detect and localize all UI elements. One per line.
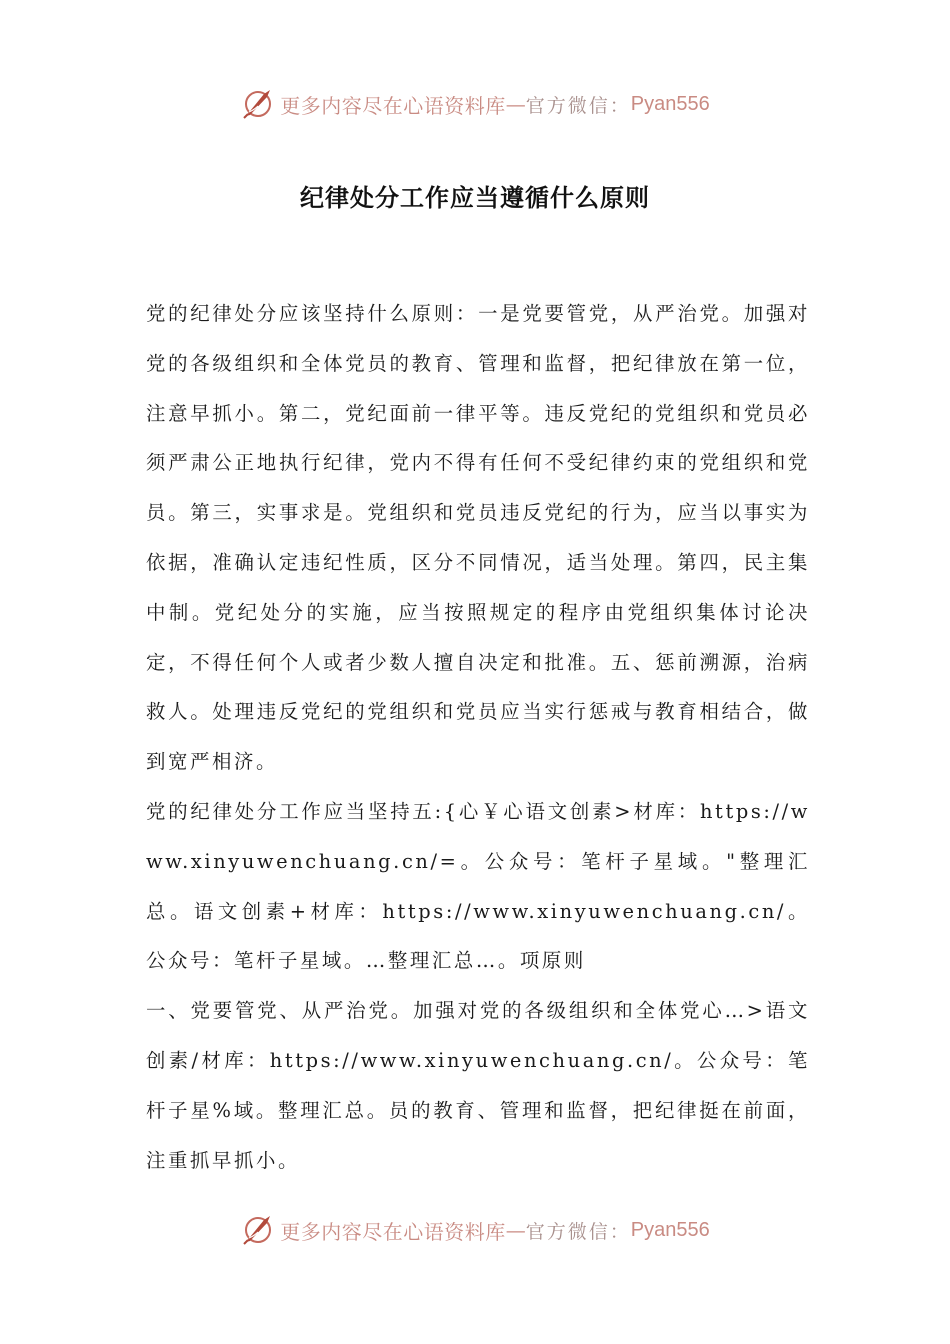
document-body bbox=[146, 289, 810, 1185]
banner-slogan: 更多内容尽在心语资料库 bbox=[280, 1219, 506, 1244]
banner-separator: — bbox=[505, 1218, 526, 1242]
paragraph-five-principles: 党的纪律处分工作应当坚持五:{心￥心语文创素>材库：https://www.xinyuwenchuang.cn/=。公众号：笔杆子星域。"整理汇总。语文创素+材库：https://www.xinyuwenchuang.cn/。公众号：笔杆子星域。…整理汇总…。项原则 bbox=[146, 799, 810, 973]
paragraph-first-principle: 一、党要管党、从严治党。加强对党的各级组织和全体党心…>语文创素/材库：https://www.xinyuwenchuang.cn/。公众号：笔杆子星%域。整理汇总。员的教育、管理和监督，把纪律挺在前面，注重抓早抓小。 bbox=[146, 999, 810, 1172]
banner-wechat-id: Pyan556 bbox=[630, 1218, 710, 1241]
paragraph-principles: 党的纪律处分应该坚持什么原则：一是党要管党，从严治党。加强对党的各级组织和全体党员的教育、管理和监督，把纪律放在第一位，注意早抓小。第二，党纪面前一律平等。违反党纪的党组织和党员必须严肃公正地执行纪律，党内不得有任何不受纪律约束的党组织和党员。第三，实事求是。党组织和党员违反党纪的行为，应当以事实为依据，准确认定违纪性质，区分不同情况，适当处理。第四，民主集中制。党纪处分的实施，应当按照规定的程序由党组织集体讨论决定，不得任何个人或者少数人擅自决定和批准。五、惩前溯源，治病救人。处理违反党纪的党组织和党员应当实行惩戒与教育相结合，做到宽严相济。 bbox=[146, 302, 810, 774]
footer-banner bbox=[0, 1210, 950, 1250]
banner-wechat-id: Pyan556 bbox=[630, 92, 710, 115]
quill-pen-logo-icon bbox=[240, 86, 276, 122]
banner-wechat-label: 官方微信： bbox=[525, 94, 631, 117]
quill-pen-logo-icon bbox=[240, 1212, 276, 1248]
document-title: 纪律处分工作应当遵循什么原则 bbox=[300, 184, 650, 212]
banner-separator: — bbox=[505, 92, 526, 116]
header-banner bbox=[0, 84, 950, 124]
banner-slogan: 更多内容尽在心语资料库 bbox=[280, 93, 506, 118]
banner-wechat-label: 官方微信： bbox=[525, 1220, 631, 1243]
